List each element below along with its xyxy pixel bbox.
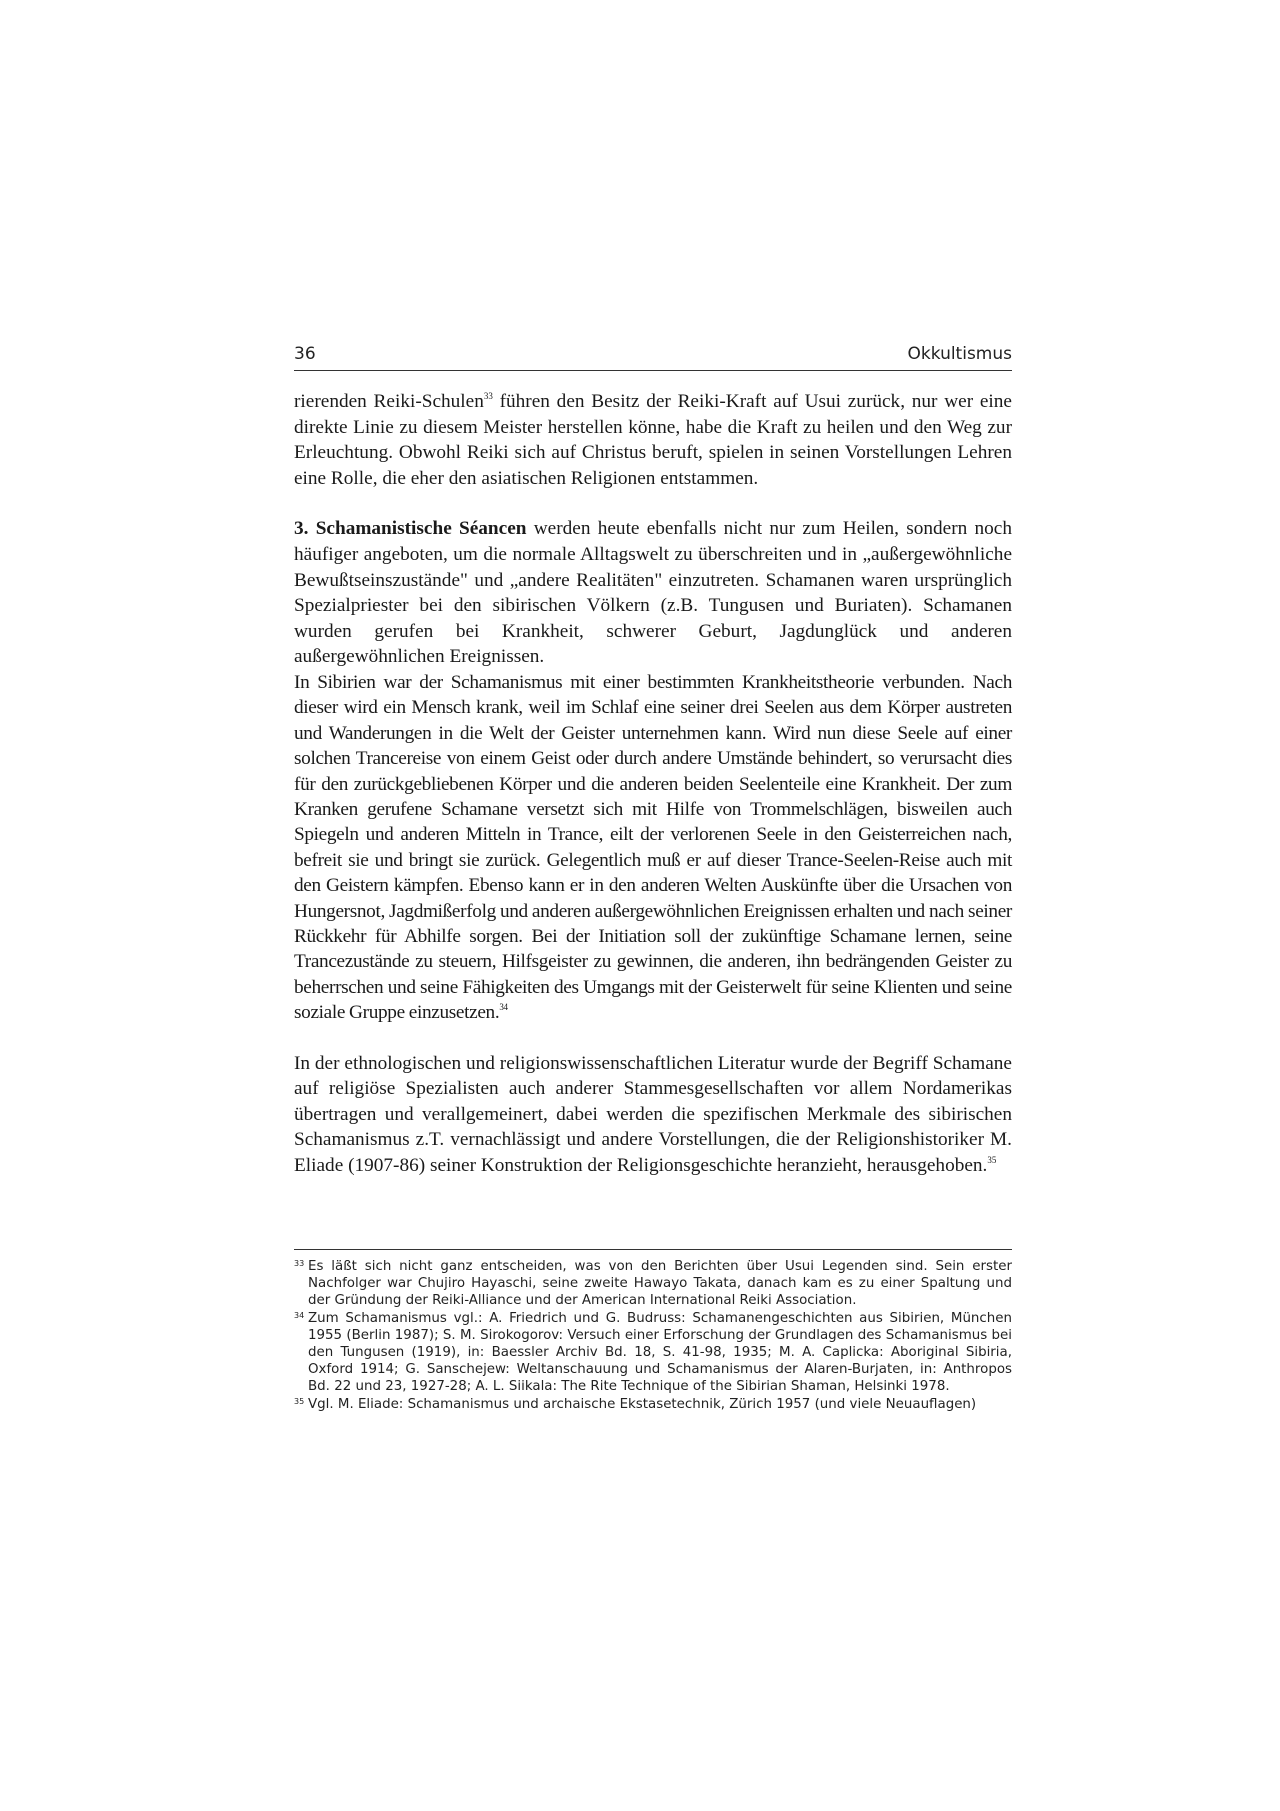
running-head	[294, 344, 1012, 371]
footnote-33	[294, 1258, 1012, 1310]
footnote-text: Vgl. M. Eliade: Schamanismus und archaische Ekstasetechnik, Zürich 1957 (und viele Neuauflagen)	[308, 1396, 977, 1412]
footnote-35	[294, 1396, 1012, 1413]
section-heading: 3. Schamanistische Séancen	[294, 518, 527, 540]
paragraph-text: rierenden Reiki-Schulen	[294, 391, 484, 412]
footnotes	[294, 1258, 1012, 1413]
footnote-mark: 34	[294, 1310, 305, 1320]
paragraph-gap	[294, 491, 1012, 516]
paragraph-gap	[294, 1026, 1012, 1051]
page-number: 36	[294, 344, 316, 364]
footnote-mark: 35	[294, 1396, 305, 1406]
footnote-34	[294, 1310, 1012, 1396]
paragraph-text: führen den Besitz der Reiki-Kraft auf Usui zurück, nur wer eine direkte Linie zu diesem Meister herstellen könne, habe die Kraft zu heilen und den Weg zur Erleuchtung. Obwohl Reiki sich auf Christus beruft, spielen in seinen Vorstellungen Lehren eine Rolle, die eher den asiatischen Religionen entstammen.	[294, 391, 1012, 489]
paragraph-text: In der ethnologischen und religionswissenschaftlichen Literatur wurde der Begriff Schamane auf religiöse Spezialisten auch anderer Stammesgesellschaften vor allem Nordamerikas übertragen und verallgemeinert, dabei werden die spezifischen Merkmale des sibirischen Schamanismus z.T. vernachlässigt und andere Vorstellungen, die der Religionshistoriker M. Eliade (1907-86) seiner Konstruktion der Religionsgeschichte heranzieht, herausgehoben.	[294, 1052, 1012, 1176]
paragraph-seancen	[294, 516, 1012, 670]
footnote-mark: 33	[294, 1259, 305, 1268]
running-title: Okkultismus	[907, 344, 1012, 364]
footnote-text: Es läßt sich nicht ganz entscheiden, was von den Berichten über Usui Legenden sind. Sein erster Nachfolger war Chujiro Hayaschi, seine zweite Hawayo Takata, danach kam es zu einer Spaltung und der Gründung der Reiki-Alliance und der American International Reiki Association.	[308, 1259, 1012, 1309]
main-text	[294, 389, 1012, 1179]
paragraph-reiki	[294, 389, 1012, 491]
footnote-reference: 34	[499, 1002, 508, 1013]
footnote-reference: 33	[483, 391, 493, 401]
paragraph-text: werden heute ebenfalls nicht nur zum Heilen, sondern noch häufiger angeboten, um die normale Alltagswelt zu überschreiten und in „außergewöhnliche Bewußtseinszustände" und „andere Realitäten" einzutreten. Schamanen waren ursprünglich Spezialpriester bei den sibirischen Völkern (z.B. Tungusen und Buriaten). Schamanen wurden gerufen bei Krankheit, schwerer Geburt, Jagdunglück und anderen außergewöhnlichen Ereignissen.	[294, 518, 1012, 668]
paragraph-literatur	[294, 1051, 1012, 1179]
paragraph-text: In Sibirien war der Schamanismus mit einer bestimmten Krankheitstheorie verbunden. Nach dieser wird ein Mensch krank, weil im Schlaf eine seiner drei Seelen aus dem Körper austreten und Wanderungen in die Welt der Geister unternehmen kann. Wird nun diese Seele auf einer solchen Trancereise von einem Geist oder durch andere Umstände behindert, so verursacht dies für den zurückgebliebenen Körper und die anderen beiden Seelenteile eine Krankheit. Der zum Kranken gerufene Schamane versetzt sich mit Hilfe von Trommelschlägen, bisweilen auch Spiegeln und anderen Mitteln in Trance, eilt der verlorenen Seele in den Geisterreichen nach, befreit sie und bringt sie zurück. Gelegentlich muß er auf dieser Trance-Seelen-Reise auch mit den Geistern kämpfen. Ebenso kann er in den anderen Welten Auskünfte über die Ursachen von Hungersnot, Jagdmißerfolg und anderen außergewöhnlichen Ereignissen erhalten und nach seiner Rückkehr für Abhilfe sorgen. Bei der Initiation soll der zukünftige Schamane lernen, seine Trancezustände zu steuern, Hilfsgeister zu gewinnen, die anderen, ihn bedrängenden Geister zu beherrschen und seine Fähigkeiten des Umgangs mit der Geisterwelt für seine Klienten und seine soziale Gruppe einzusetzen.	[294, 671, 1012, 1024]
footnote-divider	[294, 1249, 1012, 1250]
footnote-reference: 35	[987, 1155, 997, 1165]
footnote-text: Zum Schamanismus vgl.: A. Friedrich und G. Budruss: Schamanengeschichten aus Sibirien, München 1955 (Berlin 1987); S. M. Sirokogorov: Versuch einer Erforschung der Grundlagen des Schamanismus bei den Tungusen (1919), in: Baessler Archiv Bd. 18, S. 41-98, 1935; M. A. Caplicka: Aboriginal Sibiria, Oxford 1914; G. Sanschejew: Weltanschauung und Schamanismus der Alaren-Burjaten, in: Anthropos Bd. 22 und 23, 1927-28; A. L. Siikala: The Rite Technique of the Sibirian Shaman, Helsinki 1978.	[308, 1310, 1012, 1395]
paragraph-sibirien	[294, 670, 1012, 1026]
